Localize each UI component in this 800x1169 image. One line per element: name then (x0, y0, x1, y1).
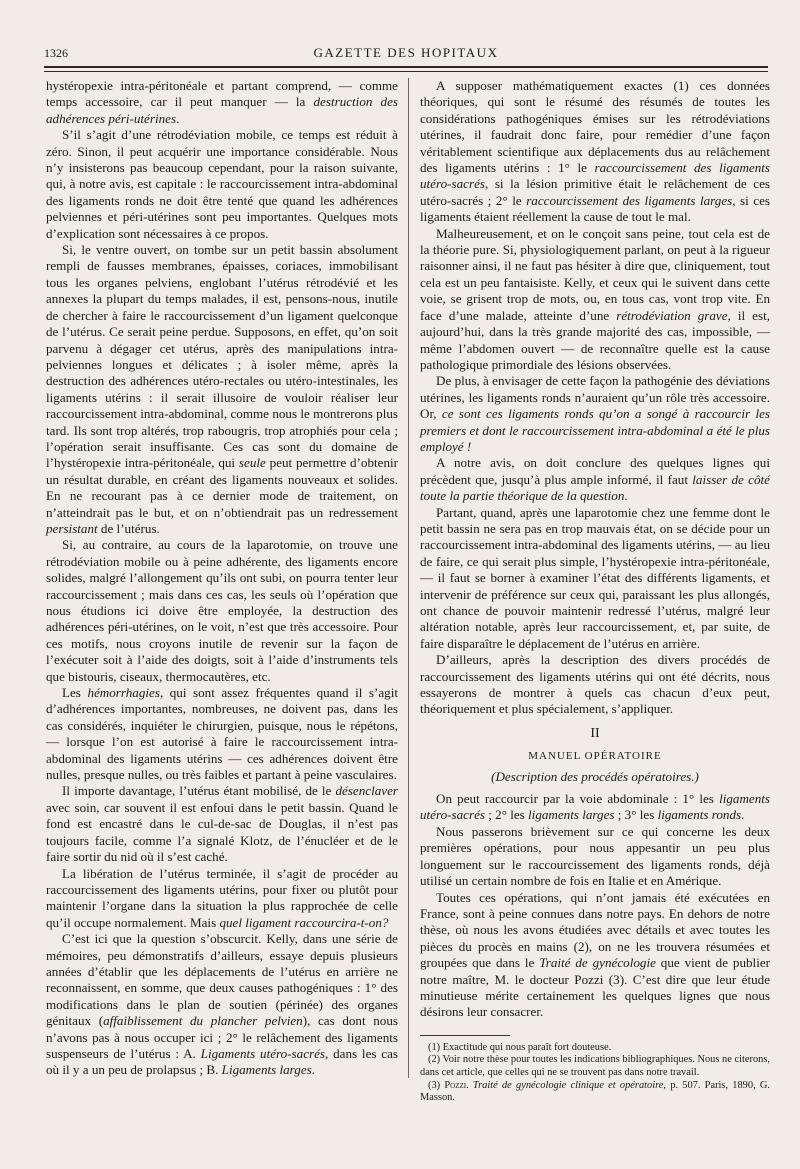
paragraph (46, 127, 398, 242)
section-numeral: II (590, 725, 600, 741)
italic-text: destruction des adhérences péri-utérines (46, 94, 398, 126)
footnote-rule (420, 1035, 510, 1036)
text-run: . (176, 110, 180, 126)
italic-text: raccourcissement des ligaments utéro-sacrés (420, 160, 770, 192)
paragraph (420, 78, 770, 226)
italic-text: affaiblissement du plancher pelvien (103, 1013, 303, 1029)
text-run: . (466, 1079, 473, 1091)
text-run: On peut raccourcir par la voie abdominale : 1° les (436, 791, 720, 807)
text-run: . (311, 1062, 316, 1078)
text-run: , dans les cas où il y a un peu de prolapsus ; B. (46, 1045, 399, 1078)
paragraph (420, 373, 770, 455)
right-column (420, 78, 770, 1105)
text-run: Si, le ventre ouvert, on tombe sur un petit bassin absolument rempli de fausses membranes, épaisses, coriaces, immobilisant tous les organes pelviens, englobant l’utérus rétrodévié et les annexes la plupart du temps malades, il est, pensons-nous, inutile de chercher à faire le raccourcissement d’un ligament quelconque de l’utérus. Ce serait peine perdue. Supposons, en effet, qu’on soit parvenu à dégager cet utérus, après des manipulations intra-pelviennes longues et délicates ; à isoler même, après la destruction des adhérences utéro-rectales ou utéro-intestinales, les ligaments utérins : il serait illusoire de vouloir réaliser leur raccourcissement intra-abdominal, comme nous le montrerons plus tard. Ils sont trop altérés, trop rabougris, trop atrophiés pour cela ; l’opération serait insuffisante. Ces cas sont du domaine de l’hystéropexie intra-péritonéale, qui (46, 242, 398, 471)
section-heading: MANUEL OPÉRATOIRE (528, 750, 662, 763)
footnotes (420, 1042, 770, 1105)
text-run: , si la lésion primitive était le relâchement de ces utéro-sacrés ; 2° le (420, 176, 770, 208)
paragraph (420, 791, 770, 824)
text-run: Les (62, 685, 88, 701)
text-run: , si ces ligaments étaient réellement la cause de tout le mal. (420, 192, 770, 225)
text-run: (1) Exactitude qui nous paraît fort douteuse. (428, 1041, 612, 1053)
text-run: Il importe davantage, l’utérus étant mobilisé, de le (62, 783, 336, 799)
text-run: Malheureusement, et on le conçoit sans peine, tout cela est de la théorie pure. Si, physiologiquement parlant, on peut à la rigueur raisonner ainsi, il ne faut pas hésiter à dire que, cliniquement, tout cela est un peu fantaisiste. Kelly, et ceux qui le suivent dans cette voie, se grisent trop de mots, ou, en tous cas, vont trop vite. En face d’une malade, atteinte d’une (420, 225, 770, 323)
italic-text: ligaments utéro-sacrés (420, 791, 770, 823)
text-run: La libération de l’utérus terminée, il s’agit de procéder au raccourcissement des ligaments utérins, pour fixer ou plutôt pour maintenir l’organe dans la situation la plus rapprochée de celle qu’il occupe normalement. Mais (46, 865, 398, 930)
text-run: , qui sont assez fréquentes quand il s’agit d’adhérences importantes, nombreuses, ne doivent pas, dans les cas considérés, inquiéter le chirurgien, puisque, nous le répétons, — lorsque l’on est autorisé à faire le raccourcissement intra-abdominal des ligaments utérins — ces adhérences doivent être nulles, presque nulles, ou très faibles et partant à peine vasculaires. (46, 685, 398, 783)
footnote (420, 1054, 770, 1079)
paragraph (420, 505, 770, 653)
text-run: (3) (428, 1079, 445, 1091)
paragraph (46, 78, 398, 127)
text-run: avec soin, car souvent il est enfoui dans le petit bassin. Quand le fond est encastré dans le cul-de-sac de Douglas, il n’est pas toujours facile, comme l’a signalé Klotz, de l’énucléer et de le faire sortir du nid où il s’est caché. (46, 799, 398, 865)
footnote (420, 1080, 770, 1105)
header-rule (44, 66, 768, 72)
italic-text: raccourcissement des ligaments larges (526, 192, 733, 208)
text-run: hystéropexie intra-péritonéale et partant comprend, — comme temps accessoire, car il peut manquer — la (46, 78, 398, 110)
left-column (46, 78, 398, 1079)
paragraph (420, 226, 770, 374)
footnote (420, 1042, 770, 1055)
text-run: que vient de publier notre maître, M. le docteur Pozzi (3). C’est dire que leur étude minutieuse mérite certainement les quelques lignes que nous désirons leur consacrer. (420, 955, 771, 1020)
italic-text: ligaments ronds (657, 807, 742, 823)
text-run: . (624, 488, 628, 504)
section-subtitle-text: (Description des procédés opératoires.) (491, 768, 699, 784)
text-run: ; 2° les (484, 807, 529, 823)
italic-text: Ligaments utéro-sacrés (200, 1045, 326, 1061)
italic-text: Traité de gynécologie (539, 955, 656, 971)
column-separator (408, 78, 409, 1078)
journal-title: GAZETTE DES HOPITAUX (313, 45, 499, 60)
italic-text: Traité de gynécologie clinique et opératoire (472, 1079, 664, 1091)
text-run: Partant, quand, après une laparotomie chez une femme dont le petit bassin ne sera pas en trop mauvais état, on se décide pour un raccourcissement intra-abdominal des ligaments utérins, — au lieu de faire, ce qui serait plus simple, l’hystéropexie intra-péritonéale, — il faut se borner à examiner l’état des différents ligaments, et intervenir de préférence sur ceux qui, paraissant les plus allongés, ont chance de pouvoir maintenir redressé l’utérus, malgré leur altération notable, après leur raccourcissement, et, par suite, de faire disparaître le déplacement de l’utérus en arrière. (420, 504, 770, 651)
italic-text: rétrodéviation grave (616, 307, 728, 323)
text-run: ; 3° les (614, 807, 658, 823)
text-run: Si, au contraire, au cours de la laparotomie, on trouve une rétrodéviation mobile ou à peine adhérente, des ligaments encore solides, malgré l’allongement qu’ils ont subi, on pourra tenter leur raccourcissement ; mais dans ces cas, les seuls où l’opération que nous étudions ici doive être employée, la destruction des adhérences péri-utérines, on le voit, n’est que très accessoire. Pour ces motifs, nous croyons inutile de revenir sur la façon de l’exécuter soit à l’aide des doigts, soit à l’aide d’instruments tels que bistouris, ciseaux, thermocautères, etc. (46, 537, 398, 684)
text-run: Toutes ces opérations, qui n’ont jamais été exécutées en France, sont à peine connues dans notre pays. En dehors de notre thèse, où nous les avons étudiées avec détails et avec toutes les pièces du procès en mains (2), on ne les trouvera résumées et groupées que dans le (420, 889, 770, 971)
text-run: Pozzi (444, 1079, 467, 1091)
italic-text: ce sont ces ligaments ronds qu’on a songé à raccourcir les premiers et dont le raccourcissement intra-abdominal a été le plus employé ! (420, 406, 770, 454)
paragraph (46, 537, 398, 685)
text-run: , il est, aujourd’hui, dans la très grande majorité des cas, impossible, — même l’abdomen ouvert — de reconnaître quelle est la cause pathologique primordiale des lésions observées. (420, 307, 771, 372)
text-run: de l’utérus. (97, 520, 160, 536)
text-run: A notre avis, on doit conclure des quelques lignes qui précèdent que, jusqu’à plus ample informé, il faut (420, 455, 770, 487)
italic-text: persistant (46, 520, 98, 536)
section-subtitle (420, 769, 770, 785)
text-run: ), cas dont nous n’avons pas à nous occuper ici ; 2° le relâchement des ligaments suspenseurs de l’utérus : A. (46, 1013, 398, 1061)
text-run: , p. 507. Paris, 1890, G. Masson. (420, 1079, 771, 1104)
text-run: D’ailleurs, après la description des divers procédés de raccourcissement des ligaments utérins qui ont été décrits, nous essayerons de montrer à quels cas chacun d’eux peut, théoriquement et plus spécialement, s’appliquer. (420, 652, 770, 717)
text-run: (2) Voir notre thèse pour toutes les indications bibliographiques. Nous ne citerons, dans cet article, que celles qui ne se trouvent pas dans notre travail. (420, 1054, 770, 1078)
italic-text: hémorrhagies (87, 685, 160, 701)
text-run: peut permettre d’obtenir un résultat durable, en créant des ligaments nouveaux et solides. En ne recourant pas à ce dernier mode de traitement, on n’atteindrait pas le but, et on n’obtiendrait pas un redressement (46, 455, 398, 520)
paragraph (46, 685, 398, 783)
paragraph (46, 866, 398, 932)
text-run: De plus, à envisager de cette façon la pathogénie des déviations utérines, les ligaments ronds n’auraient qu’un rôle très accessoire. Or, (420, 373, 770, 422)
italic-text: désenclaver (335, 783, 398, 799)
paragraph (46, 931, 398, 1079)
text-run: C’est ici que la question s’obscurcit. Kelly, dans une série de mémoires, peu démonstratifs d’ailleurs, essaye depuis plusieurs années d’établir que les déplacements de l’utérus en arrière ne reconnaissent, en somme, que deux causes pathogéniques : 1° des modifications dans le plan de soutien (périnée) des organes génitaux ( (46, 931, 398, 1029)
page-header (44, 40, 768, 62)
paragraph (420, 652, 770, 718)
page-number: 1326 (44, 46, 68, 60)
paragraph (420, 890, 770, 1021)
italic-text: seule (238, 455, 266, 471)
italic-text: Ligaments larges (221, 1062, 312, 1078)
paragraph (420, 824, 770, 890)
text-run: A supposer mathématiquement exactes (1) ces données théoriques, qui sont le résumé des résumés de toutes les considérations pathogéniques émises sur les rétrodéviations utérines, il faudrait donc faire, pour remédier d’une façon véritablement scientifique aux déplacements dus au relâchement des ligaments utérins : 1° le (420, 78, 770, 176)
paragraph (46, 783, 398, 865)
italic-text: laisser de côté toute la partie théorique de la question (420, 471, 770, 504)
paragraph (420, 455, 770, 504)
italic-text: ligaments larges (528, 807, 615, 823)
text-run: Nous passerons brièvement sur ce qui concerne les deux premières opérations, pour nous appesantir un peu plus longuement sur le raccourcissement des ligaments ronds, déjà utilisé un certain nombre de fois en Italie et en Amérique. (420, 823, 770, 889)
italic-text: quel ligament raccourcira-t-on? (219, 914, 389, 930)
paragraph (46, 242, 398, 537)
text-run: S’il s’agit d’une rétrodéviation mobile, ce temps est réduit à zéro. Sinon, il peut acquérir une importance considérable. Nous n’y insisterons pas beaucoup cependant, pour la raison suivante, qui, à notre avis, est capitale : le raccourcissement intra-abdominal des ligaments ronds ne doit être tenté que quand les adhérences pelviennes et péri-utérines sont peu importantes. Quelques mots d’explication sont nécessaires à ce propos. (46, 127, 398, 241)
text-run: . (741, 807, 745, 823)
